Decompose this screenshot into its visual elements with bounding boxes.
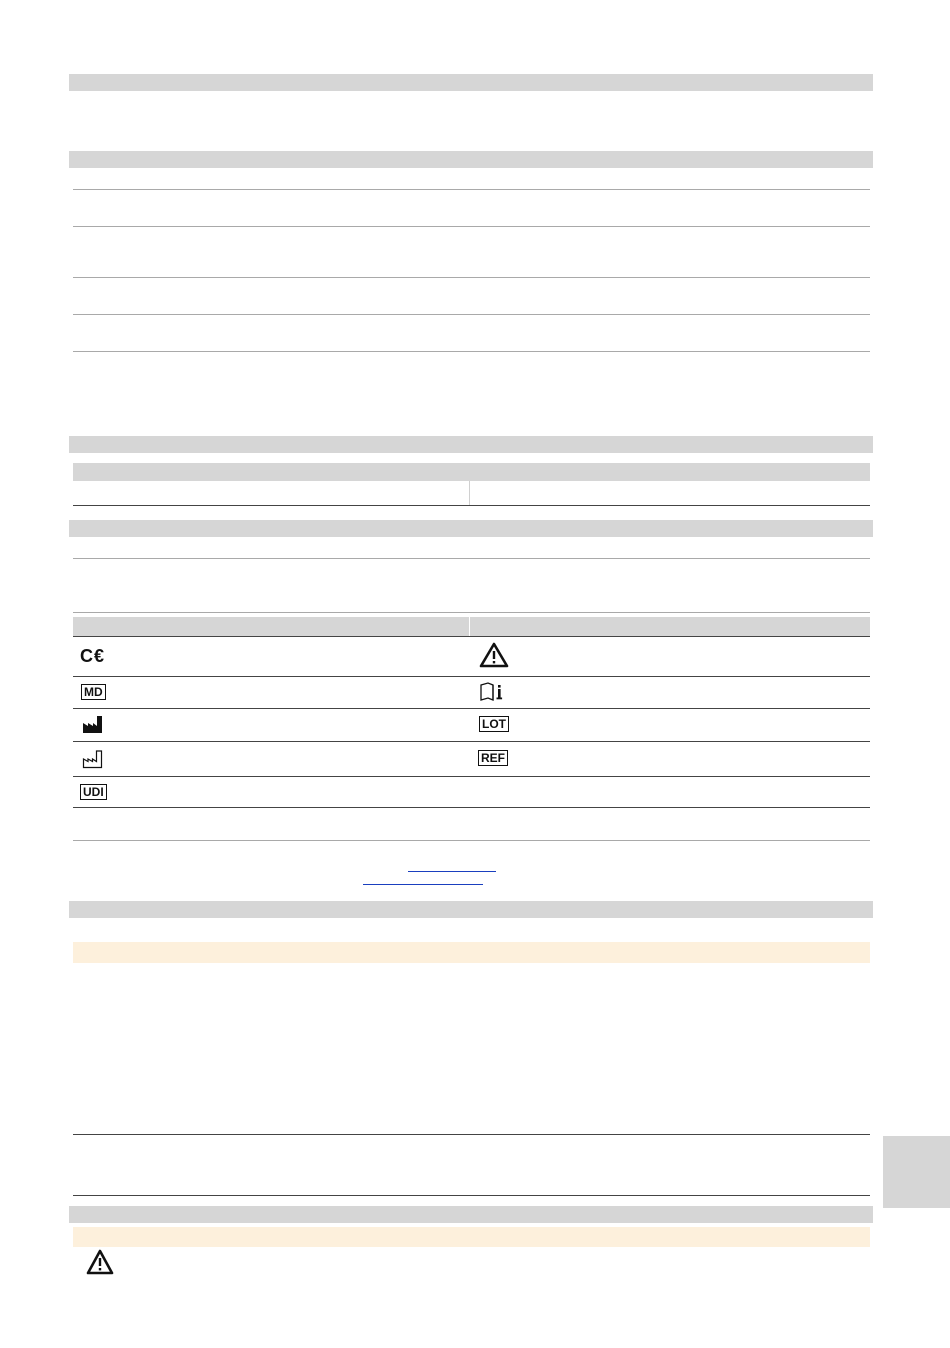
chapter-thumb-tab xyxy=(883,1136,950,1208)
warning-notice-bar xyxy=(73,1227,870,1247)
table-rule xyxy=(73,708,870,709)
warning-triangle-icon xyxy=(479,642,509,668)
md-symbol: MD xyxy=(81,684,106,700)
section-header-bar-3 xyxy=(69,436,873,453)
section-header-bar-2 xyxy=(69,151,873,168)
table-rule xyxy=(73,505,870,506)
symbols-table-header xyxy=(73,617,870,636)
table-rule xyxy=(73,226,870,227)
section-header-bar-6 xyxy=(69,1206,873,1223)
table-rule xyxy=(73,558,870,559)
udi-symbol: UDI xyxy=(80,784,107,800)
table-rule xyxy=(73,676,870,677)
table-header-bar xyxy=(73,463,870,481)
hyperlink[interactable] xyxy=(408,871,496,872)
section-header-bar-4 xyxy=(69,520,873,537)
table-rule xyxy=(73,840,870,841)
ref-symbol: REF xyxy=(478,750,508,766)
ce-mark-symbol: C€ xyxy=(80,646,106,666)
column-separator xyxy=(469,617,470,636)
lot-symbol: LOT xyxy=(479,716,509,732)
table-rule xyxy=(73,636,870,637)
table-rule xyxy=(73,351,870,352)
table-rule xyxy=(73,1195,870,1196)
table-rule xyxy=(73,776,870,777)
table-rule xyxy=(73,277,870,278)
section-header-bar-5 xyxy=(69,901,873,918)
table-rule xyxy=(73,741,870,742)
hyperlink[interactable] xyxy=(363,884,483,885)
notice-bar xyxy=(73,942,870,963)
section-header-bar-1 xyxy=(69,74,873,91)
table-rule xyxy=(73,314,870,315)
warning-triangle-icon xyxy=(86,1249,114,1275)
table-rule xyxy=(73,612,870,613)
table-rule xyxy=(73,1134,870,1135)
date-of-manufacture-icon xyxy=(82,748,104,769)
manufacturer-icon xyxy=(82,714,104,734)
instructions-for-use-icon xyxy=(479,682,507,702)
table-rule xyxy=(73,189,870,190)
table-rule xyxy=(73,807,870,808)
column-separator xyxy=(469,481,470,505)
